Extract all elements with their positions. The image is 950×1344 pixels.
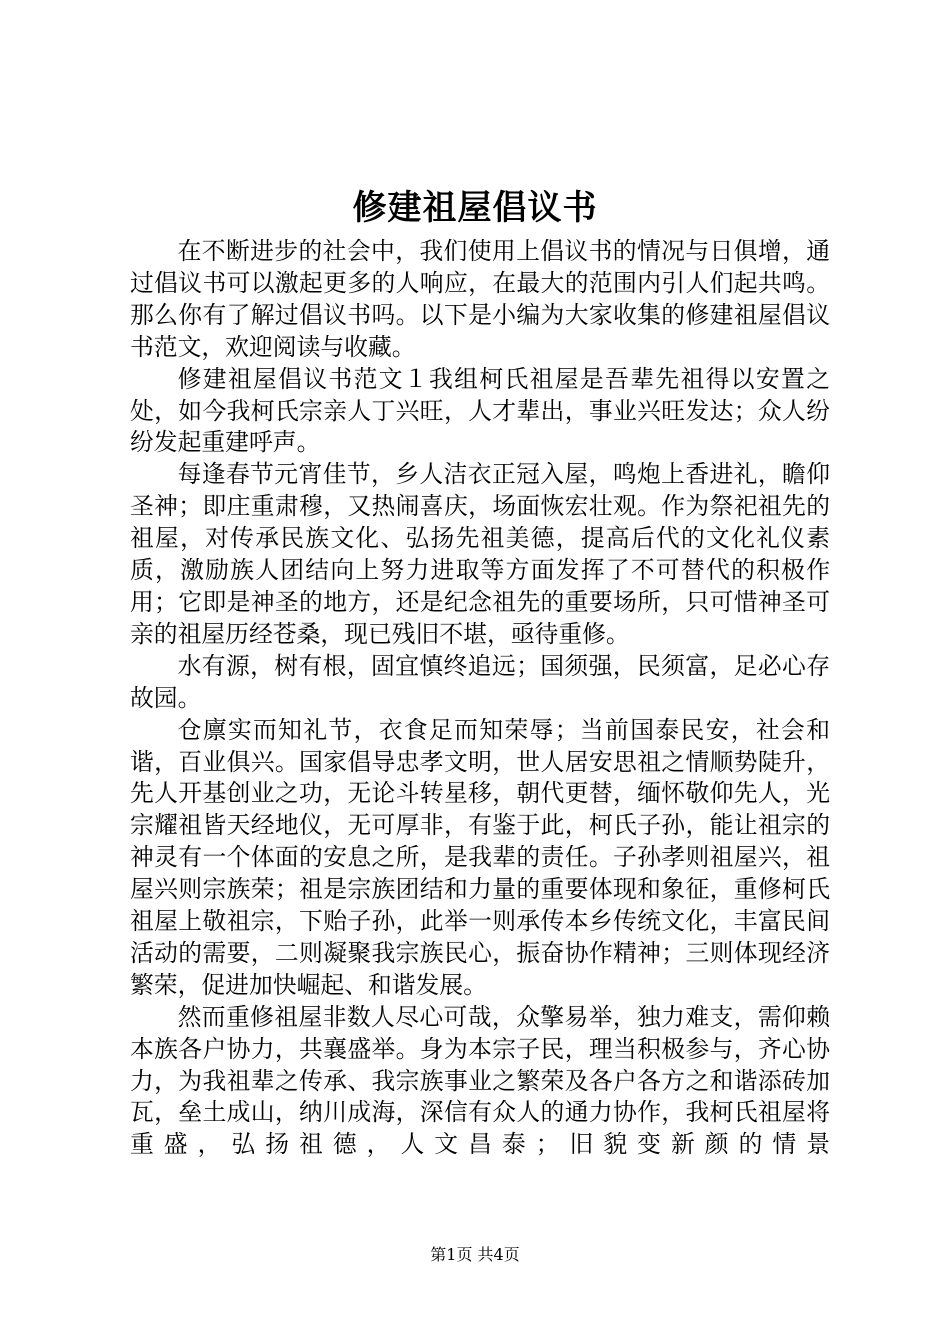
paragraph-festival: 每逢春节元宵佳节，乡人洁衣正冠入屋，鸣炮上香进礼，瞻仰圣神；即庄重肃穆，又热闹喜庆，场面恢宏壮观。作为祭祀祖先的祖屋，对传承民族文化、弘扬先祖美德，提高后代的文化礼仪素质，激励族人团结向上努力进取等方面发挥了不可替代的积极作用；它即是神圣的地方，还是纪念祖先的重要场所，只可惜神圣可亲的祖屋历经苍桑，现已残旧不堪，亟待重修。 xyxy=(130,460,830,648)
paragraph-sample-1: 修建祖屋倡议书范文１我组柯氏祖屋是吾辈先祖得以安置之处，如今我柯氏宗亲人丁兴旺，人才辈出，事业兴旺发达；众人纷纷发起重建呼声。 xyxy=(130,364,830,457)
page-number-footer: 第1页 共4页 xyxy=(430,1245,520,1264)
paragraph-prosperity: 仓廪实而知礼节，衣食足而知荣辱；当前国泰民安，社会和谐，百业俱兴。国家倡导忠孝文明，世人居安思祖之情顺势陡升，先人开基创业之功，无论斗转星移，朝代更替，缅怀敬仰先人，光宗耀祖皆天经地仪，无可厚非，有鉴于此，柯氏子孙，能让祖宗的神灵有一个体面的安息之所，是我辈的责任。子孙孝则祖屋兴，祖屋兴则宗族荣；祖是宗族团结和力量的重要体现和象征，重修柯氏祖屋上敬祖宗，下贻子孙，此举一则承传本乡传统文化，丰富民间活动的需要，二则凝聚我宗族民心，振奋协作精神；三则体现经济繁荣，促进加快崛起、和谐发展。 xyxy=(130,715,830,999)
paragraph-appeal: 然而重修祖屋非数人尽心可哉，众擎易举，独力难支，需仰赖本族各户协力，共襄盛举。身为本宗子民，理当积极参与，齐心协力，为我祖辈之传承、我宗族事业之繁荣及各户各方之和谐添砖加瓦，垒土成山，纳川成海，深信有众人的通力协作，我柯氏祖屋将重盛，弘扬祖德，人文昌泰；旧貌变新颜的情景 xyxy=(130,1002,830,1159)
document-body xyxy=(130,236,830,1161)
paragraph-intro: 在不断进步的社会中，我们使用上倡议书的情况与日俱增，通过倡议书可以激起更多的人响应，在最大的范围内引人们起共鸣。那么你有了解过倡议书吗。以下是小编为大家收集的修建祖屋倡议书范文，欢迎阅读与收藏。 xyxy=(130,237,830,361)
document-title: 修建祖屋倡议书 xyxy=(352,188,598,228)
paragraph-roots: 水有源，树有根，固宜慎终追远；国须强，民须富，足必心存故园。 xyxy=(130,651,830,712)
